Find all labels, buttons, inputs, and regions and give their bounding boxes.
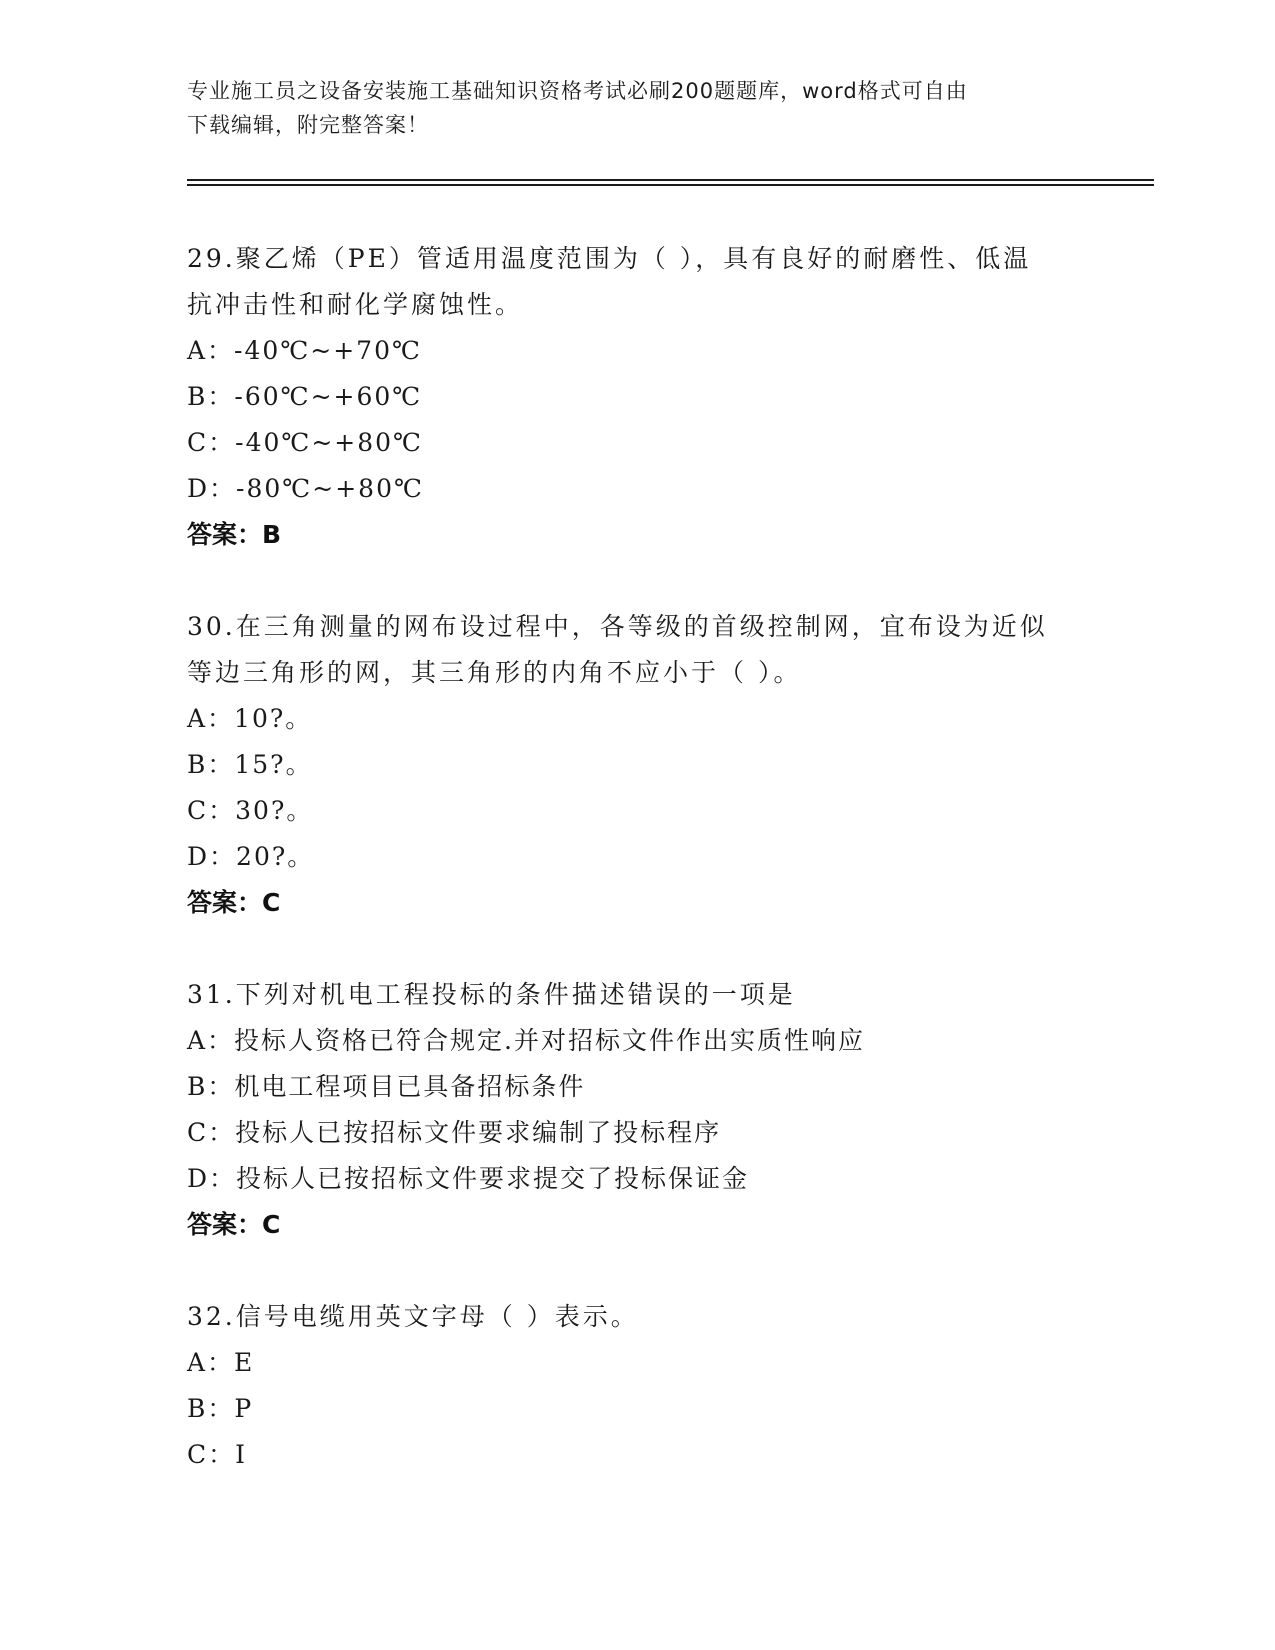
question-stem-line: 31.下列对机电工程投标的条件描述错误的一项是 [187, 980, 796, 1009]
option-c: C：I [187, 1440, 248, 1469]
option-a: A：10?。 [187, 704, 313, 733]
question-stem [187, 972, 1087, 1018]
option-d: D：-80℃~+80℃ [187, 474, 424, 503]
option-c: C：-40℃~+80℃ [187, 428, 424, 457]
header-line-1: 专业施工员之设备安装施工基础知识资格考试必刷200题题库，word格式可自由 [187, 79, 968, 103]
header-divider-bottom [187, 184, 1154, 186]
option-d: D：投标人已按招标文件要求提交了投标保证金 [187, 1164, 750, 1193]
option-a: A：E [187, 1348, 255, 1377]
answer-label: 答案：C [187, 888, 281, 917]
question-stem-line: 等边三角形的网，其三角形的内角不应小于（ ）。 [187, 658, 802, 687]
option-d: D：20?。 [187, 842, 315, 871]
question-stem [187, 1294, 1087, 1340]
option-a: A：投标人资格已符合规定.并对招标文件作出实质性响应 [187, 1026, 866, 1055]
question-32 [187, 1294, 1087, 1478]
header-line-2: 下载编辑，附完整答案！ [187, 113, 429, 137]
question-29 [187, 236, 1087, 558]
option-b: B：-60℃~+60℃ [187, 382, 423, 411]
header-divider-top [187, 179, 1154, 181]
question-stem-line: 30.在三角测量的网布设过程中，各等级的首级控制网，宜布设为近似 [187, 612, 1048, 641]
document-header [187, 74, 1087, 142]
question-stem-line: 29.聚乙烯（PE）管适用温度范围为（ ），具有良好的耐磨性、低温 [187, 244, 1032, 273]
question-31 [187, 972, 1087, 1248]
question-stem [187, 236, 1087, 328]
option-b: B：P [187, 1394, 254, 1423]
option-c: C：投标人已按招标文件要求编制了投标程序 [187, 1118, 722, 1147]
question-stem-line: 抗冲击性和耐化学腐蚀性。 [187, 290, 524, 319]
answer-label: 答案：B [187, 520, 282, 549]
option-b: B：15?。 [187, 750, 313, 779]
question-list [187, 236, 1087, 1524]
option-c: C：30?。 [187, 796, 314, 825]
question-30 [187, 604, 1087, 926]
question-stem-line: 32.信号电缆用英文字母（ ）表示。 [187, 1302, 639, 1331]
option-a: A：-40℃~+70℃ [187, 336, 422, 365]
question-stem [187, 604, 1087, 696]
option-b: B：机电工程项目已具备招标条件 [187, 1072, 586, 1101]
answer-label: 答案：C [187, 1210, 281, 1239]
